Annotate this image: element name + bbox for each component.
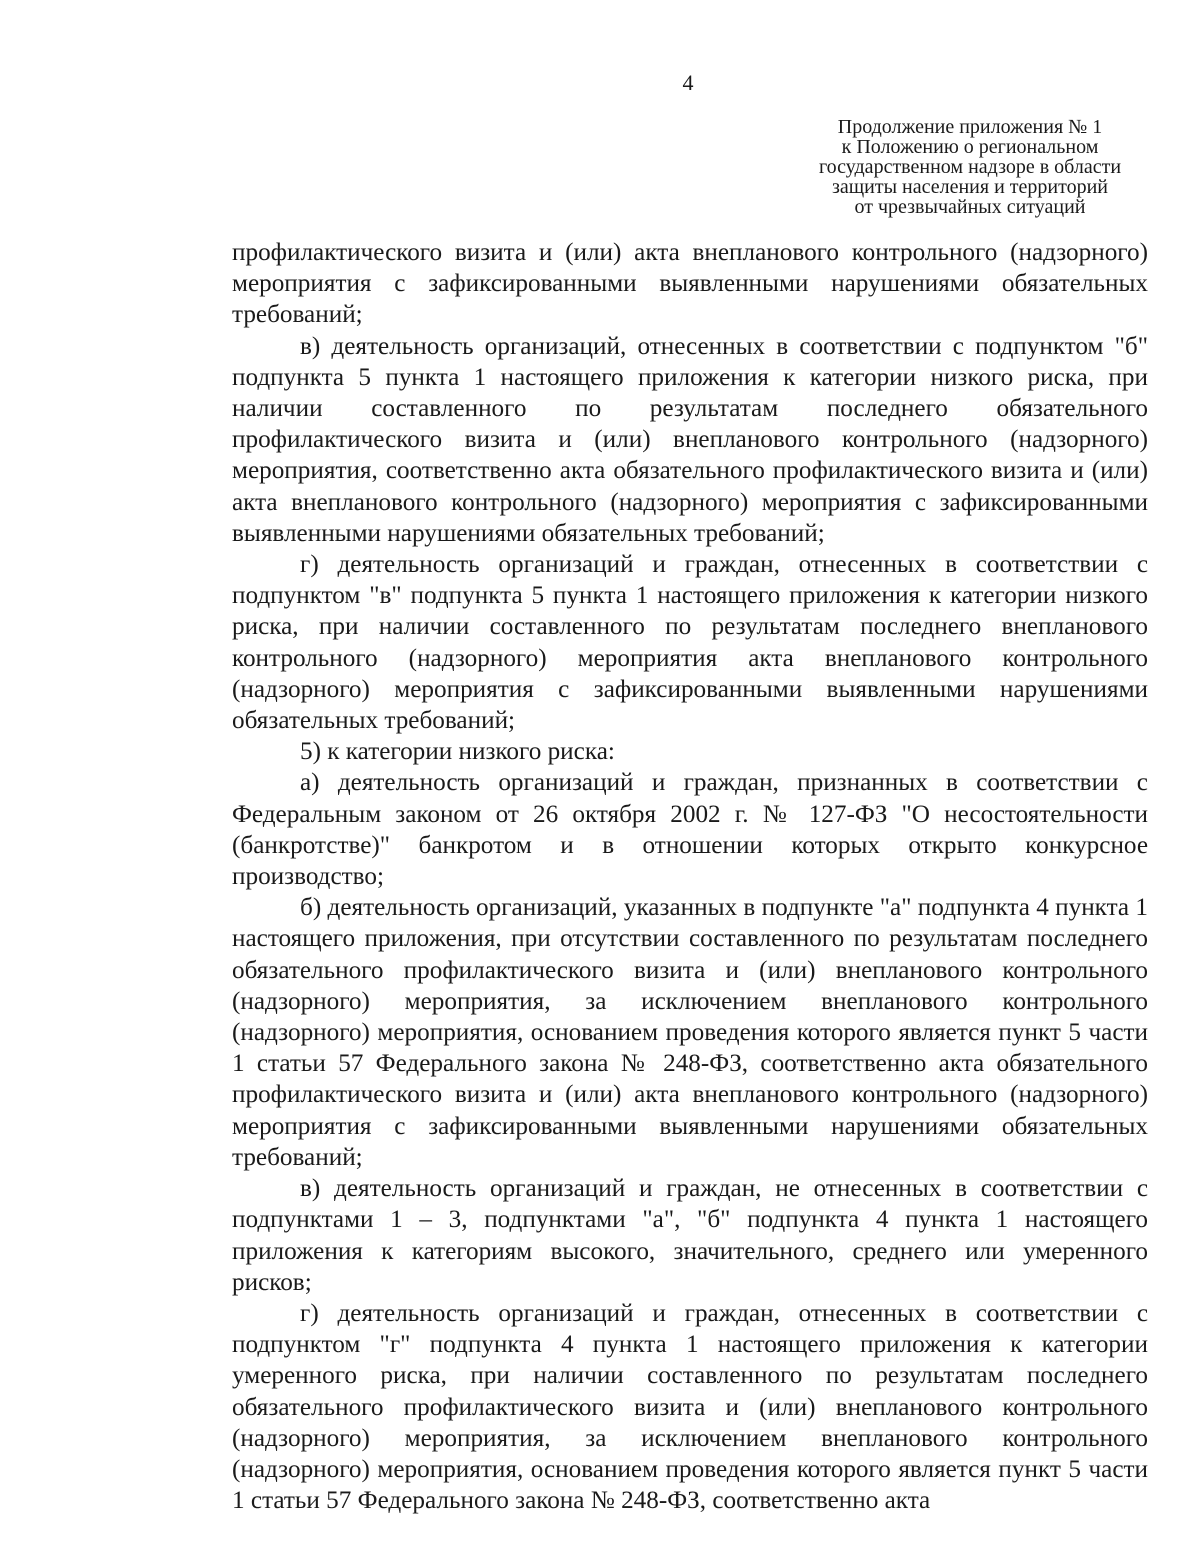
- appendix-header-line: Продолжение приложения № 1: [837, 116, 1103, 138]
- appendix-header-line: от чрезвычайных ситуаций: [854, 196, 1086, 218]
- appendix-header: [770, 117, 1170, 217]
- paragraph-5v: в) деятельность организаций и граждан, не отнесенных в соответствии с подпунктами 1 – 3, подпунктами "а", "б" подпункта 4 пункта 1 настоящего приложения к категориям высокого, значительного, среднего или умеренного рисков;: [232, 1175, 1148, 1296]
- paragraph-continuation: профилактического визита и (или) акта внепланового контрольного (надзорного) мероприятия с зафиксированными выявленными нарушениями обязательных требований;: [232, 239, 1148, 329]
- appendix-header-line: государственном надзоре в области: [818, 156, 1122, 178]
- paragraph-5a: а) деятельность организаций и граждан, признанных в соответствии с Федеральным законом от 26 октября 2002 г. № 127-ФЗ "О несостоятельности (банкротстве)" банкротом и в отношении которых открыто конкурсное производство;: [232, 769, 1148, 891]
- paragraph-3v: в) деятельность организаций, отнесенных в соответствии с подпунктом "б" подпункта 5 пункта 1 настоящего приложения к категории низкого риска, при наличии составленного по результатам последнего обязательного профилактического визита и (или) внепланового контрольного (надзорного) мероприятия, соответственно акта обязательного профилактического визита и (или) акта внепланового контрольного (надзорного) мероприятия с зафиксированными выявленными нарушениями обязательных требований;: [232, 332, 1148, 547]
- paragraph-5-heading: 5) к категории низкого риска:: [300, 738, 615, 766]
- paragraph-5b: б) деятельность организаций, указанных в подпункте "а" подпункта 4 пункта 1 настоящего приложения, при отсутствии составленного по результатам последнего обязательного профилактического визита и (или) внепланового контрольного (надзорного) мероприятия, за исключением внепланового контрольного (надзорного) мероприятия, основанием проведения которого является пункт 5 части 1 статьи 57 Федерального закона № 248-ФЗ, соответственно акта обязательного профилактического визита и (или) акта внепланового контрольного (надзорного) мероприятия с зафиксированными выявленными нарушениями обязательных требований;: [232, 894, 1148, 1171]
- appendix-header-line: к Положению о региональном: [841, 136, 1099, 158]
- document-body: [232, 237, 1148, 1537]
- appendix-header-line: защиты населения и территорий: [831, 176, 1108, 198]
- page-number: 4: [682, 70, 694, 95]
- paragraph-5g: г) деятельность организаций и граждан, отнесенных в соответствии с подпунктом "г" подпункта 4 пункта 1 настоящего приложения к категории умеренного риска, при наличии составленного по результатам последнего обязательного профилактического визита и (или) внепланового контрольного (надзорного) мероприятия, за исключением внепланового контрольного (надзорного) мероприятия, основанием проведения которого является пункт 5 части 1 статьи 57 Федерального закона № 248-ФЗ, соответственно акта: [232, 1299, 1148, 1515]
- paragraph-3g: г) деятельность организаций и граждан, отнесенных в соответствии с подпунктом "в" подпункта 5 пункта 1 настоящего приложения к категории низкого риска, при наличии составленного по результатам последнего внепланового контрольного (надзорного) мероприятия акта внепланового контрольного (надзорного) мероприятия с зафиксированными выявленными нарушениями обязательных требований;: [232, 551, 1148, 735]
